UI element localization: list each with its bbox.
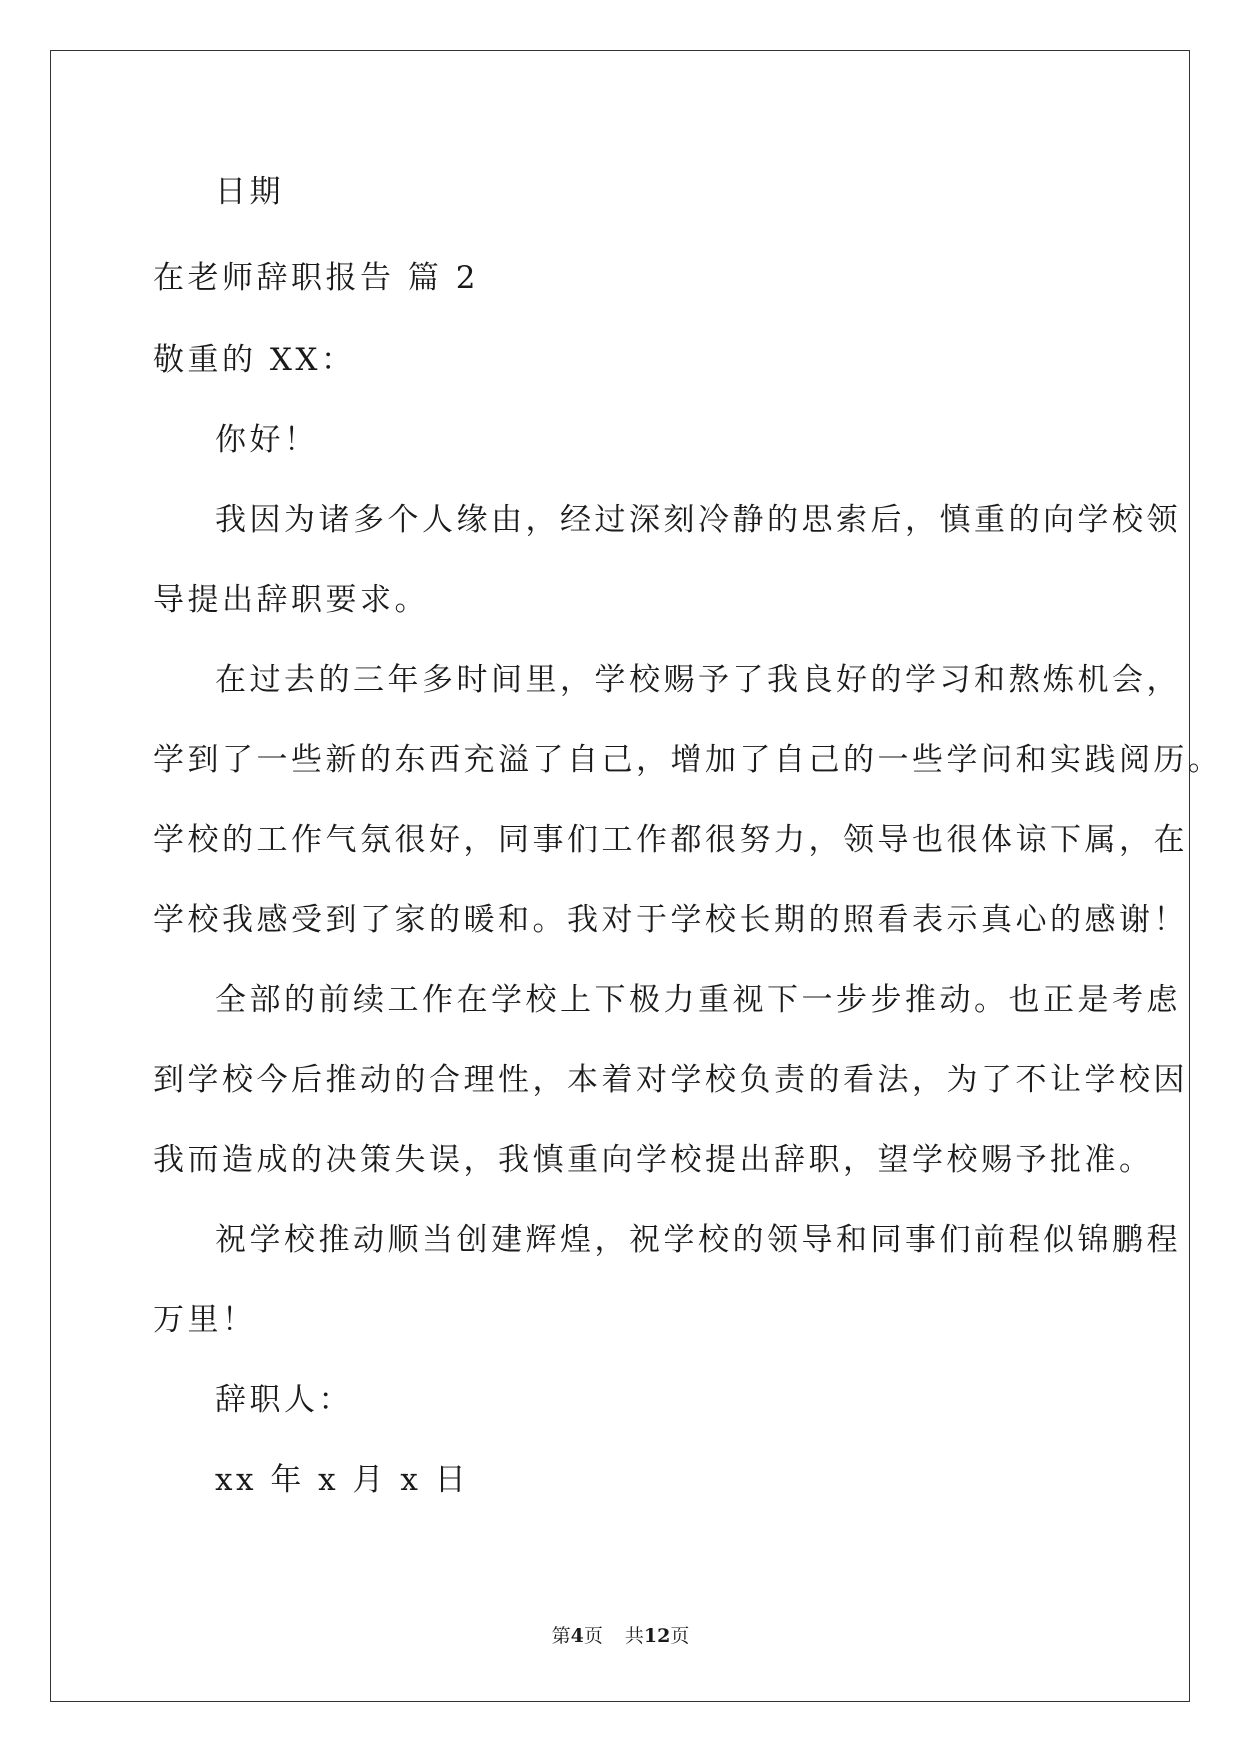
paragraph-line: 学校的工作气氛很好，同事们工作都很努力，领导也很体谅下属，在 — [153, 822, 1188, 858]
signature-date: xx 年 x 月 x 日 — [215, 1462, 470, 1498]
paragraph-line: 万里！ — [153, 1302, 257, 1338]
paragraph-line: 在过去的三年多时间里，学校赐予了我良好的学习和熬炼机会， — [215, 662, 1181, 698]
paragraph-line: 导提出辞职要求。 — [153, 582, 429, 618]
signature-label: 辞职人： — [215, 1382, 353, 1418]
date-placeholder: 日期 — [215, 174, 284, 210]
salutation: 敬重的 XX： — [153, 342, 356, 378]
section-heading: 在老师辞职报告 篇 2 — [153, 260, 479, 296]
paragraph-line: 全部的前续工作在学校上下极力重视下一步步推动。也正是考虑 — [215, 982, 1181, 1018]
paragraph-line: 学到了一些新的东西充溢了自己，增加了自己的一些学问和实践阅历。 — [153, 742, 1223, 778]
paragraph-line: 祝学校推动顺当创建辉煌，祝学校的领导和同事们前程似锦鹏程 — [215, 1222, 1181, 1258]
paragraph-line: 我因为诸多个人缘由，经过深刻冷静的思索后，慎重的向学校领 — [215, 502, 1181, 538]
paragraph-line: 我而造成的决策失误，我慎重向学校提出辞职，望学校赐予批准。 — [153, 1142, 1154, 1178]
footer-total-pages: 12 — [643, 1625, 671, 1647]
paragraph-line: 学校我感受到了家的暖和。我对于学校长期的照看表示真心的感谢！ — [153, 902, 1188, 938]
footer-total-prefix: 共 — [624, 1625, 644, 1647]
footer-page-prefix: 第 — [551, 1625, 571, 1647]
footer-total-suffix: 页 — [670, 1625, 690, 1647]
footer-page-number: 4 — [570, 1625, 584, 1647]
footer-page-suffix: 页 — [583, 1625, 603, 1647]
paragraph-line: 到学校今后推动的合理性，本着对学校负责的看法，为了不让学校因 — [153, 1062, 1188, 1098]
greeting: 你好！ — [215, 422, 319, 458]
page-footer — [0, 1624, 1241, 1648]
